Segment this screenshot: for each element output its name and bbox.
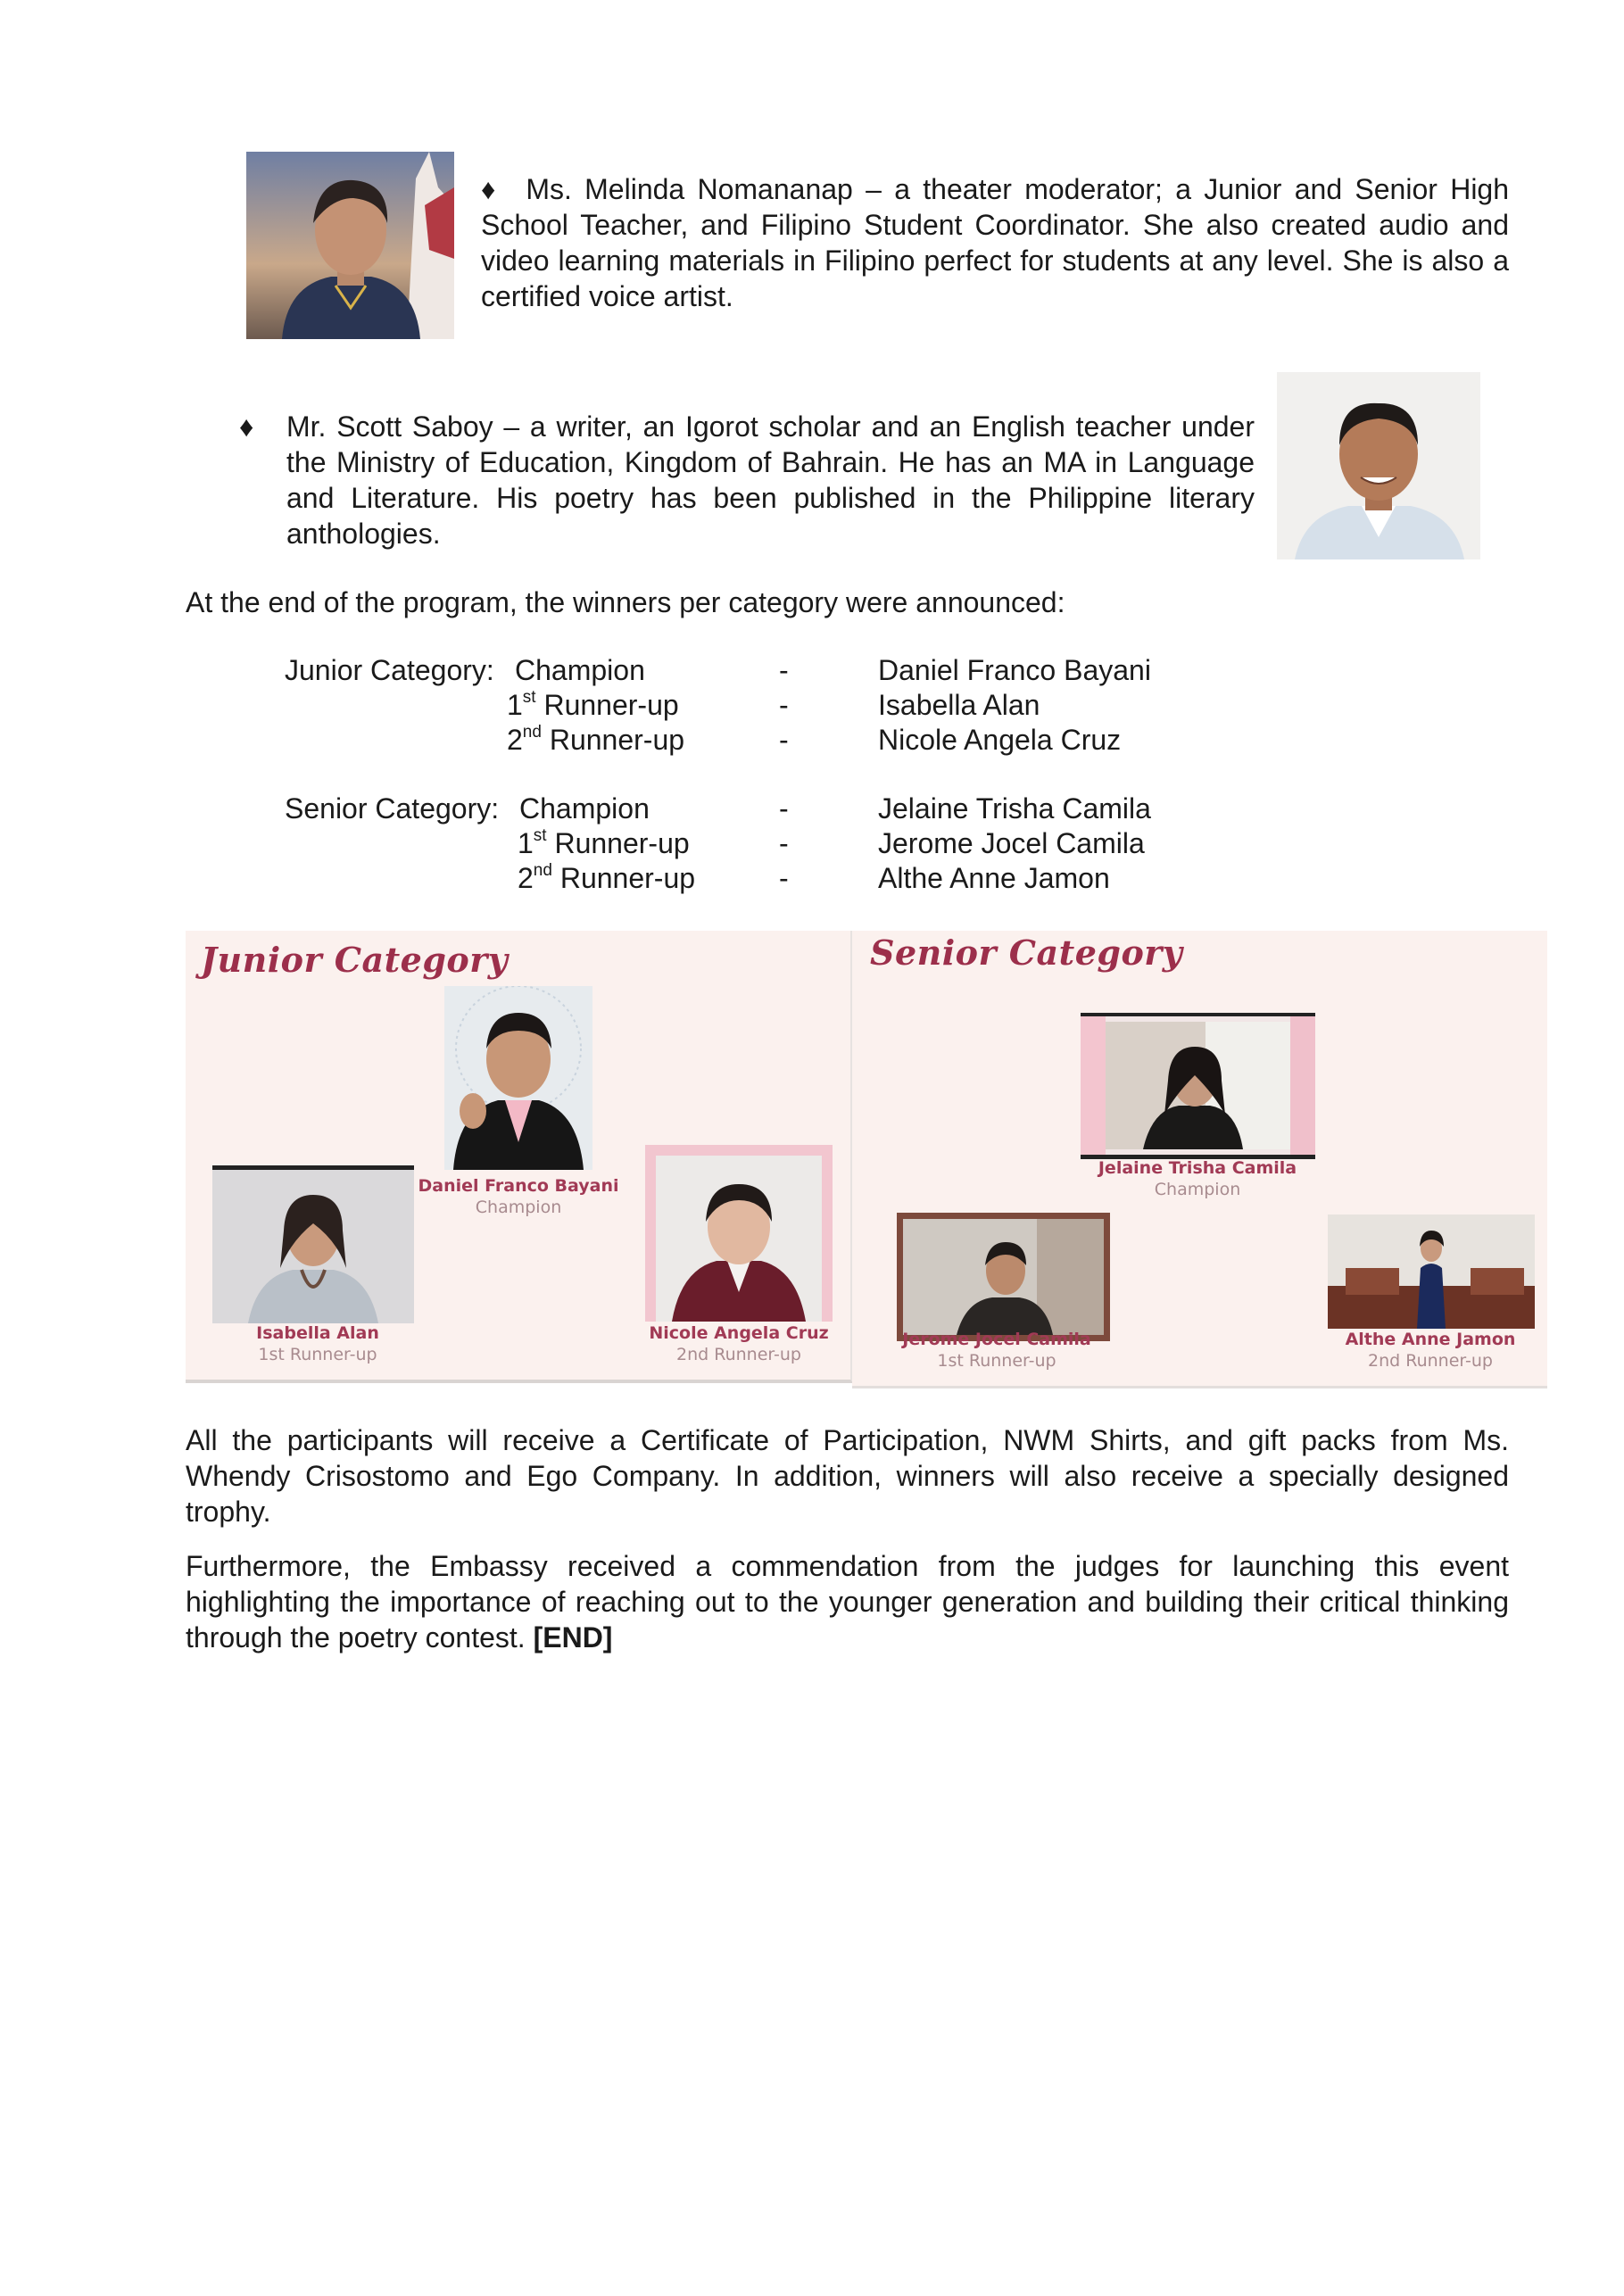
caption-name-althe: Althe Anne Jamon [1345,1330,1516,1349]
senior-champion-place: Champion [519,792,650,825]
photo-daniel-franco-bayani [444,986,592,1170]
caption-role-jerome: 1st Runner-up [937,1351,1056,1371]
senior-second-dash: - [779,862,789,894]
junior-category-label: Junior Category: [285,654,494,686]
junior-first-place: 1st Runner-up [507,688,679,721]
caption-role-jelaine: Champion [1154,1180,1241,1199]
closing-paragraph-prizes: All the participants will receive a Certificate of Participation, NWM Shirts, and gift packs from Ms. Whendy Crisostomo and Ego Company. In addition, winners will also receive a specially designed trophy. [186,1424,1509,1528]
diamond-bullet-icon: ♦ [239,410,254,443]
photo-jerome-jocel-camila [897,1213,1110,1341]
junior-first-dash: - [779,689,789,721]
senior-first-name: Jerome Jocel Camila [878,827,1145,859]
judge-bio-saboy: Mr. Scott Saboy – a writer, an Igorot scholar and an English teacher under the Ministry of Education, Kingdom of Bahrain. He has an MA in Language and Literature. His poetry has been published in the Philippine literary anthologies. [286,410,1255,550]
junior-champion-place: Champion [515,654,645,686]
junior-first-name: Isabella Alan [878,689,1040,721]
caption-role-daniel: Champion [475,1198,562,1217]
photo-isabella-alan [212,1165,414,1323]
junior-second-name: Nicole Angela Cruz [878,724,1122,756]
senior-champion-name: Jelaine Trisha Camila [878,792,1151,825]
junior-second-dash: - [779,724,789,756]
photo-nicole-angela-cruz [645,1145,833,1322]
junior-category-title: Junior Category [201,940,509,980]
judge-bio-nomananap [481,171,1509,314]
senior-category-title: Senior Category [870,932,1183,973]
caption-name-nicole: Nicole Angela Cruz [649,1323,829,1343]
junior-second-place: 2nd Runner-up [507,723,685,756]
junior-champion-dash: - [779,654,789,686]
judge-photo-saboy [1277,372,1480,559]
commendation-text: Furthermore, the Embassy received a commendation from the judges for launching this event highlighting the importance of reaching out to the younger generation and building their critical thinking through the poetry contest. [186,1550,1509,1654]
senior-first-place: 1st Runner-up [518,826,690,859]
judge-photo-nomananap [246,152,454,339]
senior-first-dash: - [779,827,789,859]
photo-jelaine-trisha-camila [1081,1013,1315,1159]
caption-role-isabella: 1st Runner-up [258,1345,377,1364]
caption-name-jerome: Jerome Jocel Camila [902,1330,1091,1349]
senior-category-panel [852,931,1547,1388]
diamond-bullet-icon: ♦ [481,173,501,205]
winners-intro: At the end of the program, the winners per category were announced: [186,586,1065,618]
judge-bio-text: Ms. Melinda Nomananap – a theater moderator; a Junior and Senior High School Teacher, and Filipino Student Coordinator. She also created audio and video learning materials in Filipino perfect for students at any level. She is also a certified voice artist. [481,173,1510,312]
junior-champion-name: Daniel Franco Bayani [878,654,1151,686]
caption-name-jelaine: Jelaine Trisha Camila [1098,1158,1297,1178]
end-marker: [END] [533,1621,613,1654]
senior-second-name: Althe Anne Jamon [878,862,1110,894]
senior-second-place: 2nd Runner-up [518,861,696,894]
senior-category-label: Senior Category: [285,792,500,825]
caption-role-althe: 2nd Runner-up [1368,1351,1493,1371]
caption-name-daniel: Daniel Franco Bayani [418,1176,619,1196]
senior-champion-dash: - [779,792,789,825]
caption-name-isabella: Isabella Alan [256,1323,379,1343]
junior-category-panel [186,931,853,1383]
photo-althe-anne-jamon [1328,1214,1535,1329]
caption-role-nicole: 2nd Runner-up [676,1345,801,1364]
closing-paragraph-commendation [186,1548,1509,1655]
